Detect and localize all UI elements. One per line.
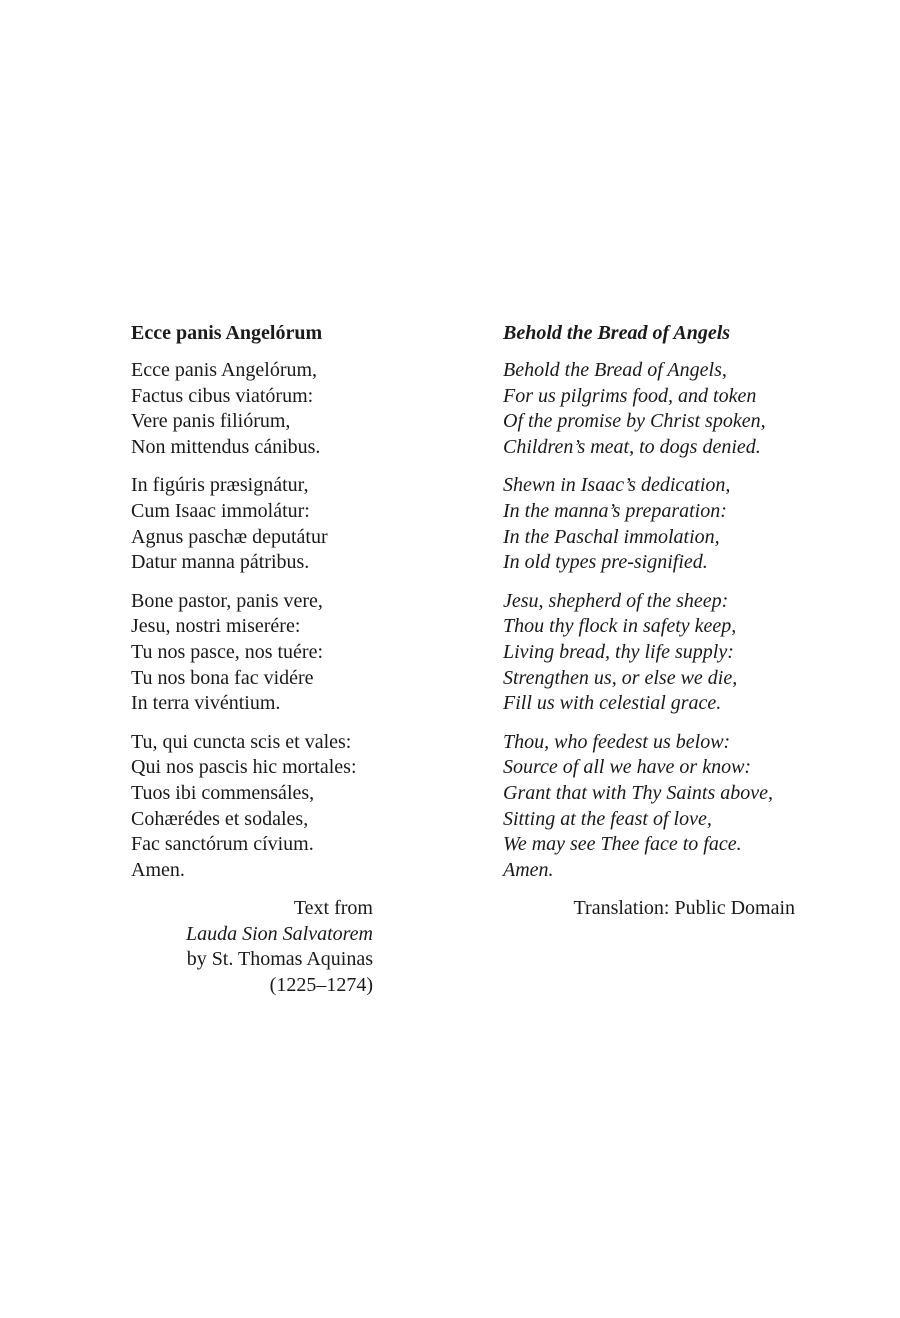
translation-credit bbox=[503, 896, 795, 922]
verse-line: In old types pre-signified. bbox=[503, 551, 708, 574]
verse-line: Jesu, nostri miserére: bbox=[131, 615, 301, 638]
verse-line: In the Paschal immolation, bbox=[503, 525, 720, 548]
english-column bbox=[503, 320, 803, 922]
verse-line: Thou, who feedest us below: bbox=[503, 730, 731, 753]
verse-line: In terra vivéntium. bbox=[131, 692, 281, 715]
verse-line: Source of all we have or know: bbox=[503, 756, 752, 779]
verse-line: Vere panis filiórum, bbox=[131, 410, 291, 433]
attribution-dates: (1225–1274) bbox=[269, 974, 373, 997]
verse-line: We may see Thee face to face. bbox=[503, 833, 742, 856]
translation-credit-text: Translation: Public Domain bbox=[573, 897, 795, 920]
verse-line: Tu nos pasce, nos tuére: bbox=[131, 640, 324, 663]
latin-column bbox=[131, 320, 381, 999]
verse-line: Thou thy flock in safety keep, bbox=[503, 615, 737, 638]
latin-stanza-1 bbox=[131, 358, 381, 460]
verse-line: Living bread, thy life supply: bbox=[503, 640, 734, 663]
verse-line: Tu, qui cuncta scis et vales: bbox=[131, 730, 352, 753]
verse-line: Of the promise by Christ spoken, bbox=[503, 410, 766, 433]
verse-line: In the manna’s preparation: bbox=[503, 499, 727, 522]
verse-line: Tuos ibi commensáles, bbox=[131, 781, 315, 804]
verse-line: Fill us with celestial grace. bbox=[503, 692, 722, 715]
english-stanza-3 bbox=[503, 589, 803, 717]
english-stanza-1 bbox=[503, 358, 803, 460]
verse-line: Grant that with Thy Saints above, bbox=[503, 781, 773, 804]
english-stanza-4 bbox=[503, 730, 803, 884]
verse-line: Behold the Bread of Angels, bbox=[503, 359, 727, 381]
verse-line: Qui nos pascis hic mortales: bbox=[131, 756, 357, 779]
latin-stanza-3 bbox=[131, 589, 381, 717]
verse-line: Agnus paschæ deputátur bbox=[131, 525, 328, 548]
attribution-author: by St. Thomas Aquinas bbox=[186, 948, 373, 971]
verse-line: Amen. bbox=[503, 858, 554, 881]
verse-line: Strengthen us, or else we die, bbox=[503, 666, 738, 689]
source-attribution bbox=[131, 896, 373, 998]
verse-line: In figúris præsignátur, bbox=[131, 474, 309, 497]
verse-line: Amen. bbox=[131, 858, 185, 881]
verse-line: Jesu, shepherd of the sheep: bbox=[503, 589, 729, 612]
english-title: Behold the Bread of Angels bbox=[503, 322, 731, 344]
verse-line: Tu nos bona fac vidére bbox=[131, 666, 314, 689]
verse-line: Bone pastor, panis vere, bbox=[131, 589, 323, 612]
latin-title: Ecce panis Angelórum bbox=[131, 322, 323, 344]
latin-stanza-4 bbox=[131, 730, 381, 884]
verse-line: Cum Isaac immolátur: bbox=[131, 499, 310, 522]
attribution-work-title: Lauda Sion Salvatorem bbox=[185, 922, 373, 945]
verse-line: Shewn in Isaac’s dedication, bbox=[503, 474, 731, 497]
verse-line: Ecce panis Angelórum, bbox=[131, 359, 318, 381]
verse-line: Factus cibus viatórum: bbox=[131, 384, 314, 407]
verse-line: Sitting at the feast of love, bbox=[503, 807, 712, 830]
verse-line: Fac sanctórum cívium. bbox=[131, 833, 314, 856]
verse-line: For us pilgrims food, and token bbox=[503, 384, 757, 407]
attribution-intro: Text from bbox=[293, 897, 373, 920]
verse-line: Children’s meat, to dogs denied. bbox=[503, 435, 761, 458]
verse-line: Cohærédes et sodales, bbox=[131, 807, 309, 830]
latin-stanza-2 bbox=[131, 473, 381, 575]
verse-line: Non mittendus cánibus. bbox=[131, 435, 321, 458]
english-stanza-2 bbox=[503, 473, 803, 575]
verse-line: Datur manna pátribus. bbox=[131, 551, 310, 574]
